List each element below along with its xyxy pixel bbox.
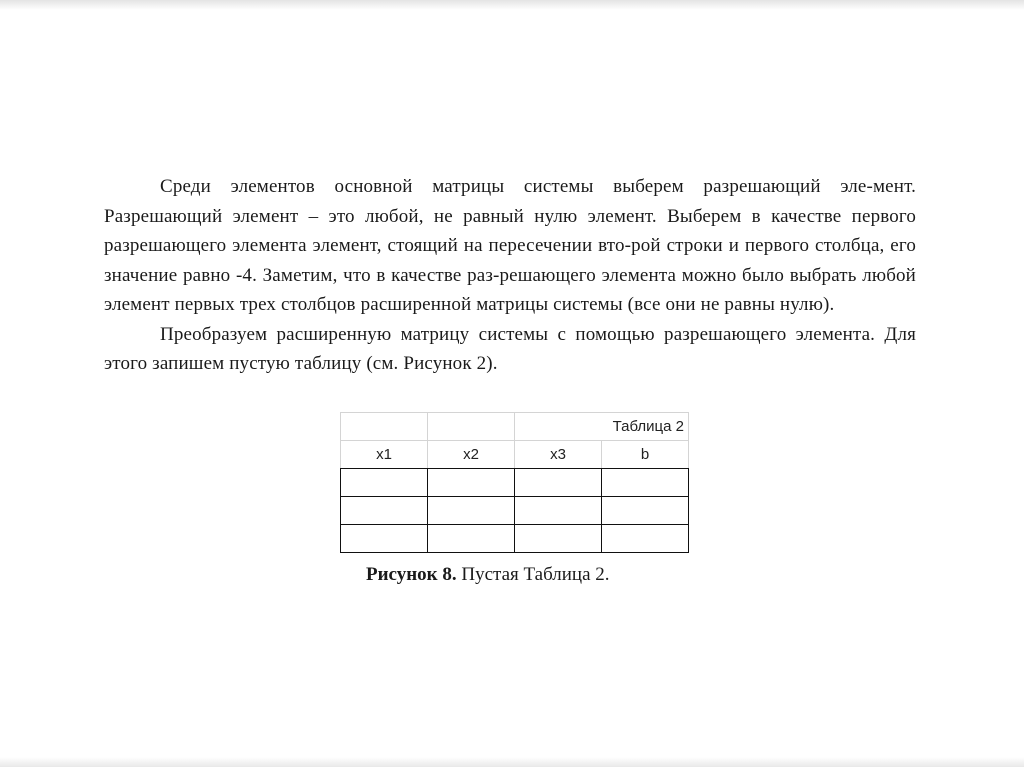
table-row [341, 469, 689, 497]
slide-top-shadow [0, 0, 1024, 10]
table-cell [341, 497, 428, 525]
column-header-x3: x3 [515, 441, 602, 469]
paragraph-1: Среди элементов основной матрицы системы выберем разрешающий эле-мент. Разрешающий элемент – это любой, не равный нулю элемент. Выберем в качестве первого разрешающего элемента элемент, стоящий на пересечении вто-рой строки и первого столбца, его значение равно -4. Заметим, что в качестве раз-решающего элемента можно было выбрать любой элемент первых трех столбцов расширенной матрицы системы (все они не равны нулю). [104, 176, 916, 315]
table-row [341, 497, 689, 525]
column-header-b: b [602, 441, 689, 469]
slide-bottom-shadow [0, 757, 1024, 767]
table-cell [428, 497, 515, 525]
table-cell [602, 525, 689, 553]
figure-caption-label: Рисунок 8. [366, 564, 457, 585]
table-cell [515, 469, 602, 497]
table-cell [515, 497, 602, 525]
table-cell [602, 497, 689, 525]
document-body [104, 172, 916, 379]
table-cell [341, 413, 428, 441]
table-cell [602, 469, 689, 497]
empty-table [340, 412, 689, 553]
table-caption-row [341, 413, 689, 441]
paragraph-2: Преобразуем расширенную матрицу системы с помощью разрешающего элемента. Для этого запишем пустую таблицу (см. Рисунок 2). [104, 323, 916, 374]
table-row [341, 525, 689, 553]
figure-caption [366, 562, 610, 588]
table-figure [340, 412, 689, 553]
column-header-x1: x1 [341, 441, 428, 469]
column-header-x2: x2 [428, 441, 515, 469]
table-cell [428, 525, 515, 553]
table-caption: Таблица 2 [515, 413, 689, 441]
figure-caption-text: Пустая Таблица 2. [456, 564, 610, 585]
table-cell [428, 469, 515, 497]
table-cell [341, 525, 428, 553]
table-header-row [341, 441, 689, 469]
table-cell [428, 413, 515, 441]
table-cell [341, 469, 428, 497]
table-cell [515, 525, 602, 553]
